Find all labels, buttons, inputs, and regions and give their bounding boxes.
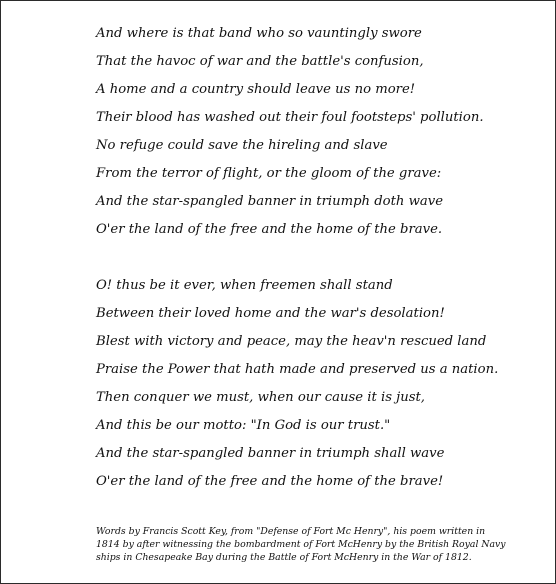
poem-line: That the havoc of war and the battle's confusion, <box>96 54 424 69</box>
poem-line: O'er the land of the free and the home of the brave! <box>96 474 444 489</box>
poem-line: And the star-spangled banner in triumph shall wave <box>96 446 445 461</box>
poem-line: And the star-spangled banner in triumph doth wave <box>96 194 444 209</box>
stanza-4 <box>96 277 498 501</box>
poem-line: No refuge could save the hireling and slave <box>96 138 388 153</box>
poem-line: And where is that band who so vauntingly swore <box>96 26 422 41</box>
poem-line: And this be our motto: "In God is our trust." <box>96 418 391 433</box>
poem-line: A home and a country should leave us no more! <box>96 82 416 97</box>
poem-line: O! thus be it ever, when freemen shall stand <box>96 278 393 293</box>
poem <box>96 25 498 501</box>
poem-line: Then conquer we must, when our cause it is just, <box>96 390 425 405</box>
poem-line: Praise the Power that hath made and preserved us a nation. <box>96 362 499 377</box>
footnote-line: ships in Chesapeake Bay during the Battle of Fort McHenry in the War of 1812. <box>96 552 472 563</box>
poem-line: Blest with victory and peace, may the heav'n rescued land <box>96 334 487 349</box>
footnote-line: 1814 by after witnessing the bombardment of Fort McHenry by the British Royal Navy <box>96 539 506 550</box>
stanza-3 <box>96 25 498 249</box>
poem-line: Their blood has washed out their foul footsteps' pollution. <box>96 110 484 125</box>
poem-line: From the terror of flight, or the gloom of the grave: <box>96 166 442 181</box>
poem-line: O'er the land of the free and the home of the brave. <box>96 222 443 237</box>
footnote <box>96 525 516 564</box>
footnote-line: Words by Francis Scott Key, from "Defense of Fort Mc Henry", his poem written in <box>96 526 486 537</box>
poem-line: Between their loved home and the war's desolation! <box>96 306 445 321</box>
